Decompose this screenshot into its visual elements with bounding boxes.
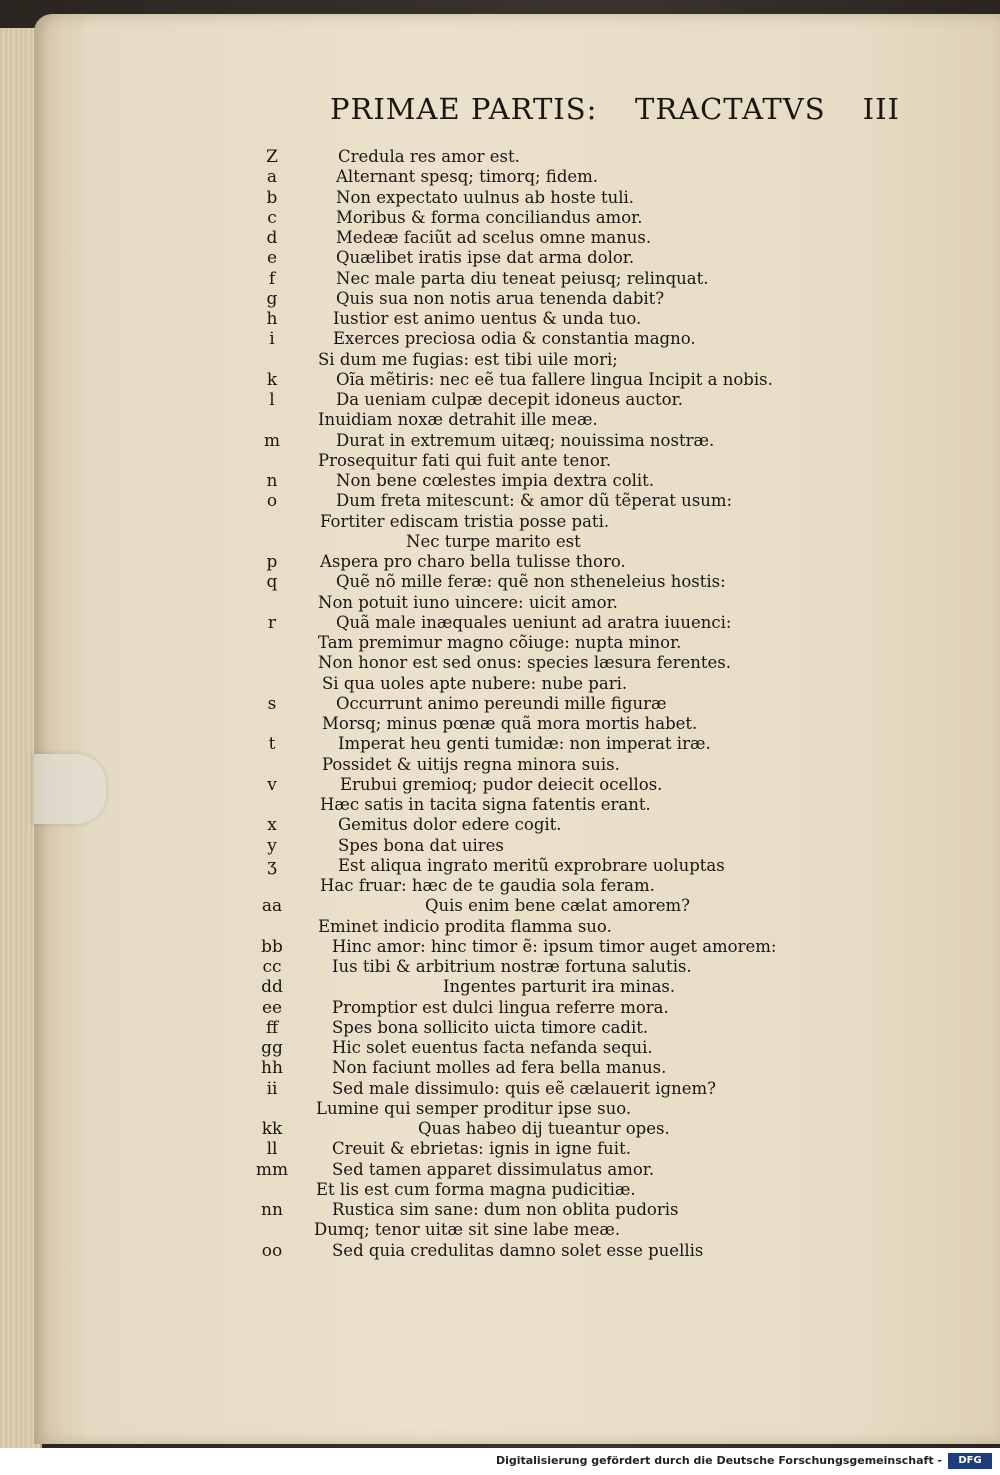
verse-text: Quẽ nõ mille feræ: quẽ non stheneleius hostis: (336, 572, 726, 592)
verse-text: Hinc amor: hinc timor ẽ: ipsum timor auget amorem: (332, 936, 777, 956)
verse-text: Non honor est sed onus: species læsura ferentes. (318, 653, 731, 673)
verse-text: Hac fruar: hæc de te gaudia sola feram. (320, 876, 655, 895)
verse-line (0, 1098, 1000, 1120)
marginal-signature: l (269, 390, 275, 410)
verse-text: Fortiter ediscam tristia posse pati. (320, 511, 610, 531)
marginal-signature: hh (261, 1058, 283, 1079)
marginal-signature: n (266, 471, 278, 491)
marginal-signature: g (266, 288, 278, 309)
verse-line (0, 936, 1000, 958)
marginal-signature: s (267, 693, 277, 714)
verse-text: Non expectato uulnus ab hoste tuli. (336, 187, 635, 207)
verse-text: Inuidiam noxæ detrahit ille meæ. (318, 410, 598, 430)
verse-line (0, 450, 1000, 472)
verse-line (0, 814, 1000, 836)
verse-line (0, 1138, 1000, 1160)
verse-text: Gemitus dolor edere cogit. (338, 815, 562, 835)
marginal-signature: nn (261, 1200, 283, 1220)
marginal-signature: m (263, 430, 281, 451)
verse-text: Spes bona sollicito uicta timore cadit. (332, 1017, 649, 1037)
verse-text: Sed tamen apparet dissimulatus amor. (332, 1159, 655, 1179)
verse-line (0, 369, 1000, 391)
verse-text: Iustior est animo uentus & unda tuo. (333, 309, 642, 328)
verse-line (0, 551, 1000, 573)
verse-text: Ius tibi & arbitrium nostræ fortuna salutis. (332, 957, 692, 976)
verse-line (0, 733, 1000, 755)
marginal-signature: ff (265, 1017, 279, 1038)
verse-line (0, 592, 1000, 614)
verse-text: Quis sua non notis arua tenenda dabit? (336, 288, 665, 308)
marginal-signature: e (266, 248, 278, 269)
verse-line (0, 166, 1000, 188)
verse-text: Oĩa mẽtiris: nec eẽ tua fallere lingua Incipit a nobis. (336, 369, 773, 389)
verse-line (0, 774, 1000, 796)
verse-line (0, 1219, 1000, 1241)
verse-text: Spes bona dat uires (338, 835, 504, 855)
marginal-signature: t (268, 734, 276, 755)
verse-text: Durat in extremum uitæq; nouissima nostræ. (336, 430, 715, 450)
marginal-signature: ee (261, 997, 283, 1018)
verse-text: Non bene cœlestes impia dextra colit. (336, 471, 655, 490)
verse-line (0, 1037, 1000, 1059)
marginal-signature: Z (266, 147, 278, 167)
verse-line (0, 1057, 1000, 1079)
marginal-signature: x (267, 815, 277, 836)
verse-text: Et lis est cum forma magna pudicitiæ. (316, 1179, 636, 1199)
verse-text: Morsq; minus pœnæ quã mora mortis habet. (322, 714, 698, 733)
marginal-signature: cc (262, 957, 282, 977)
marginal-signature: oo (261, 1240, 283, 1261)
verse-text: Dum freta mitescunt: & amor dũ tẽperat usum: (336, 491, 733, 511)
verse-line (0, 207, 1000, 229)
verse-text: Quælibet iratis ipse dat arma dolor. (336, 248, 635, 268)
verse-text: Aspera pro charo bella tulisse thoro. (320, 552, 626, 571)
verse-line (0, 268, 1000, 290)
verse-line (0, 855, 1000, 877)
marginal-signature: kk (261, 1119, 283, 1139)
verse-line (0, 976, 1000, 998)
marginal-signature: c (267, 207, 277, 228)
verse-text: Ingentes parturit ira minas. (443, 977, 676, 997)
verse-line (0, 1159, 1000, 1181)
marginal-signature: p (266, 552, 278, 572)
verse-text: Quas habeo dij tueantur opes. (418, 1119, 670, 1138)
verse-text: Rustica sim sane: dum non oblita pudoris (332, 1200, 679, 1219)
verse-line (0, 247, 1000, 269)
marginal-signature: ʒ (267, 855, 277, 876)
verse-line (0, 835, 1000, 857)
verse-text: Nec male parta diu teneat peiusq; relinquat. (336, 268, 709, 288)
marginal-signature: o (266, 491, 278, 512)
verse-line (0, 187, 1000, 209)
verse-line (0, 997, 1000, 1019)
marginal-signature: aa (261, 896, 283, 917)
verse-text: Promptior est dulci lingua referre mora. (332, 997, 669, 1017)
marginal-signature: r (267, 612, 277, 633)
verse-line (0, 693, 1000, 715)
verse-line (0, 308, 1000, 330)
marginal-signature: ii (266, 1078, 278, 1099)
verse-line (0, 956, 1000, 978)
verse-line (0, 1199, 1000, 1221)
verse-line (0, 490, 1000, 512)
running-header (330, 92, 900, 132)
marginal-signature: b (266, 187, 278, 208)
verse-line (0, 713, 1000, 735)
marginal-signature: v (267, 774, 277, 795)
header-tractatus: TRACTATVS (635, 92, 826, 126)
verse-text: Quis enim bene cælat amorem? (425, 896, 690, 916)
verse-text: Lumine qui semper proditur ipse suo. (316, 1098, 632, 1118)
verse-text: Da ueniam culpæ decepit idoneus auctor. (336, 390, 683, 409)
verse-line (0, 673, 1000, 695)
verse-line (0, 409, 1000, 431)
marginal-signature: bb (261, 936, 283, 957)
verse-line (0, 288, 1000, 310)
verse-line (0, 470, 1000, 492)
verse-line (0, 571, 1000, 593)
verse-line (0, 328, 1000, 350)
footer-credit: Digitalisierung gefördert durch die Deutsche Forschungsgemeinschaft - (495, 1454, 942, 1467)
verse-text: Exerces preciosa odia & constantia magno. (333, 329, 696, 349)
dfg-logo: DFG (948, 1453, 992, 1469)
verse-text: Si qua uoles apte nubere: nube pari. (322, 673, 628, 693)
verse-line (0, 511, 1000, 533)
verse-text: Non potuit iuno uincere: uicit amor. (318, 592, 618, 612)
verse-text: Hic solet euentus facta nefanda sequi. (332, 1038, 653, 1057)
verse-line (0, 794, 1000, 816)
marginal-signature: gg (261, 1038, 283, 1058)
verse-text: Eminet indicio prodita flamma suo. (318, 916, 612, 936)
header-part: PRIMAE PARTIS: (330, 92, 598, 126)
verse-line (0, 227, 1000, 249)
marginal-signature: h (266, 309, 278, 329)
header-number: III (862, 92, 900, 126)
marginal-signature: y (267, 835, 277, 856)
verse-text: Si dum me fugias: est tibi uile mori; (318, 349, 618, 369)
verse-text: Erubui gremioq; pudor deiecit ocellos. (340, 774, 663, 794)
verse-text: Prosequitur fati qui fuit ante tenor. (318, 450, 612, 470)
verse-text: Medeæ faciũt ad scelus omne manus. (336, 228, 652, 247)
verse-line (0, 1240, 1000, 1262)
verse-text: Nec turpe marito est (406, 531, 581, 551)
verse-text: Sed male dissimulo: quis eẽ cælauerit ignem? (332, 1078, 716, 1098)
verse-text: Possidet & uitijs regna minora suis. (322, 754, 620, 774)
verse-text: Occurrunt animo pereundi mille figuræ (336, 693, 667, 713)
verse-line (0, 875, 1000, 897)
verse-line (0, 612, 1000, 634)
marginal-signature: k (266, 369, 278, 390)
verse-line (0, 146, 1000, 168)
verse-text: Imperat heu genti tumidæ: non imperat iræ. (338, 734, 711, 754)
marginal-signature: d (266, 228, 278, 248)
verse-line (0, 1118, 1000, 1140)
verse-text: Alternant spesq; timorq; fidem. (336, 167, 599, 187)
verse-line (0, 531, 1000, 553)
verse-line (0, 1078, 1000, 1100)
marginal-signature: mm (255, 1159, 289, 1180)
verse-line (0, 754, 1000, 776)
verse-text: Moribus & forma conciliandus amor. (336, 207, 643, 227)
verse-line (0, 1017, 1000, 1039)
marginal-signature: i (269, 329, 275, 350)
marginal-signature: q (266, 572, 278, 593)
verse-text: Quã male inæquales ueniunt ad aratra iuuenci: (336, 612, 732, 632)
verse-text: Hæc satis in tacita signa fatentis erant. (320, 795, 651, 814)
verse-line (0, 349, 1000, 371)
verse-line (0, 632, 1000, 654)
verse-line (0, 895, 1000, 917)
marginal-signature: ll (266, 1139, 278, 1160)
verse-line (0, 389, 1000, 411)
verse-line (0, 652, 1000, 674)
verse-line (0, 1179, 1000, 1201)
verse-text: Est aliqua ingrato meritũ exprobrare uoluptas (338, 855, 725, 875)
verse-line (0, 430, 1000, 452)
verse-text: Credula res amor est. (338, 147, 520, 166)
marginal-signature: dd (261, 977, 283, 998)
verse-text: Tam premimur magno cõiuge: nupta minor. (318, 633, 682, 652)
marginal-signature: a (266, 167, 278, 188)
verse-text: Sed quia credulitas damno solet esse puellis (332, 1240, 704, 1260)
verse-text: Creuit & ebrietas: ignis in igne fuit. (332, 1139, 631, 1159)
verse-line (0, 916, 1000, 938)
marginal-signature: f (268, 268, 276, 289)
digitization-footer (0, 1448, 1000, 1475)
verse-text: Dumq; tenor uitæ sit sine labe meæ. (314, 1220, 621, 1240)
verse-text: Non faciunt molles ad fera bella manus. (332, 1058, 667, 1078)
